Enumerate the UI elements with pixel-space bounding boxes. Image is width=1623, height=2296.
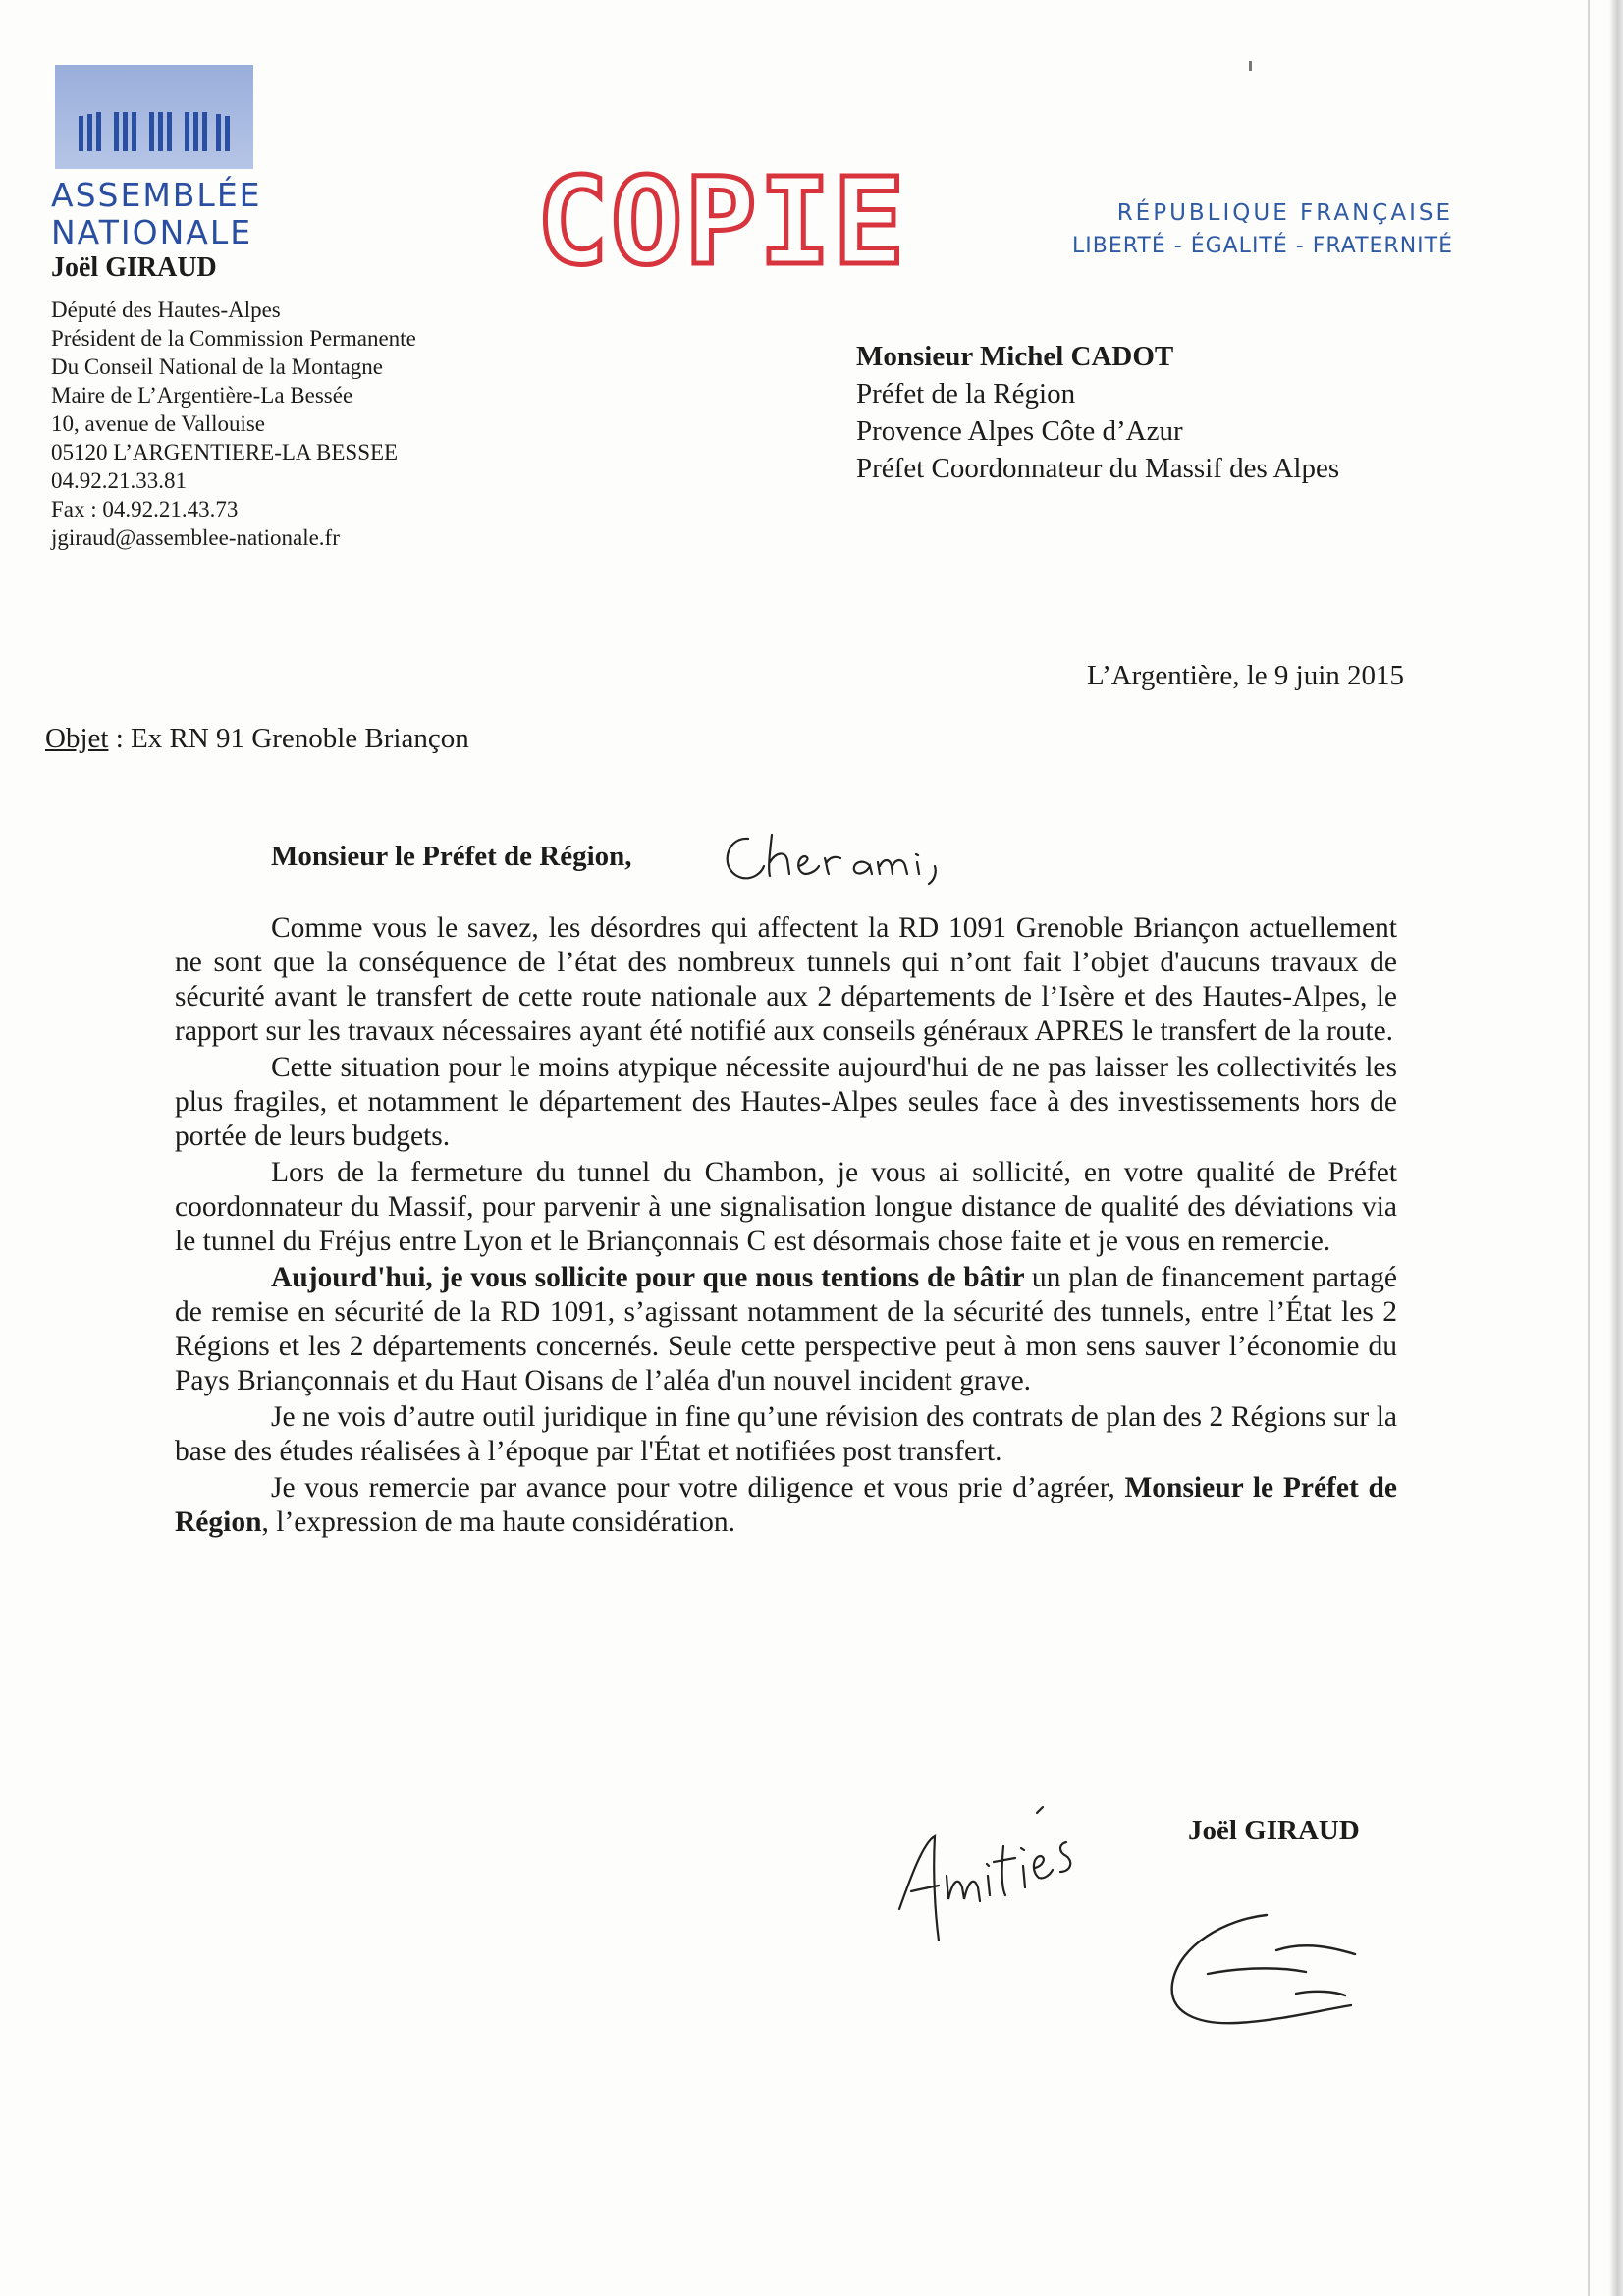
body-text-span: , l’expression de ma haute considération.: [261, 1506, 736, 1538]
recipient-block: [856, 338, 1485, 487]
republique-header: [1041, 196, 1453, 263]
sender-name: Joël GIRAUD: [51, 252, 217, 283]
republique-title: RÉPUBLIQUE FRANÇAISE: [1116, 200, 1453, 226]
copie-stamp: [536, 152, 907, 292]
body-paragraph-4: [175, 1261, 1397, 1398]
body-text-span: un plan de financement partagé de remise en sécurité de la RD 1091, s’agissant notamment de la sécurité des tunnels, entre l’État les 2 Régions et les 2 départements concernés. Seule cette perspective peut à mon sens sauver l’économie du Pays Briançonnais et du Haut Oisans de l’aléa d'un nouvel incident grave.: [175, 1262, 1397, 1396]
body-text-span: Je vous remercie par avance pour votre diligence et vous prie d’agréer,: [271, 1472, 1125, 1503]
body-paragraph: Lors de la fermeture du tunnel du Chambon, je vous ai sollicité, en votre qualité de Préfet coordonnateur du Massif, pour parvenir à une signalisation longue distance de qualité des déviations via le tunnel du Fréjus entre Lyon et le Briançonnais C est désormais chose faite et je vous en remercie.: [175, 1157, 1397, 1257]
recipient-line: Provence Alpes Côte d’Azur: [856, 415, 1183, 447]
assemblee-wordmark: [51, 177, 267, 251]
sender-block: [51, 253, 562, 552]
sender-line: Du Conseil National de la Montagne: [51, 355, 383, 379]
sender-line: Président de la Commission Permanente: [51, 326, 416, 351]
sender-line: 05120 L’ARGENTIERE-LA BESSEE: [51, 440, 399, 465]
recipient-name: Monsieur Michel CADOT: [856, 341, 1174, 372]
subject-label: Objet: [45, 723, 109, 754]
subject-line: [45, 723, 732, 755]
salutation: Monsieur le Préfet de Région,: [271, 841, 632, 872]
handwritten-closing: [890, 1793, 1125, 1960]
handwritten-salutation: [715, 829, 1029, 888]
date-line: L’Argentière, le 9 juin 2015: [1087, 660, 1404, 691]
scan-edge-line: [1588, 0, 1590, 2296]
body-paragraph-closing: [175, 1471, 1397, 1540]
sender-line: Maire de L’Argentière-La Bessée: [51, 383, 353, 408]
logo-line-1: ASSEMBLÉE: [51, 176, 262, 214]
sender-fax: Fax : 04.92.21.43.73: [51, 497, 239, 521]
sender-line: Député des Hautes-Alpes: [51, 298, 281, 322]
scan-speck: [1249, 61, 1252, 71]
body-paragraph: Comme vous le savez, les désordres qui affectent la RD 1091 Grenoble Briançon actuellement ne sont que la conséquence de l’état des nombreux tunnels qui n’ont fait l’objet d'aucuns travaux de sécurité avant le transfert de cette route nationale aux 2 départements de l’Isère et des Hautes-Alpes, le rapport sur les travaux nécessaires ayant été notifié aux conseils généraux APRES le transfert de la route.: [175, 912, 1397, 1047]
sender-phone: 04.92.21.33.81: [51, 468, 187, 493]
republique-motto: LIBERTÉ - ÉGALITÉ - FRATERNITÉ: [1072, 234, 1453, 258]
scan-edge-shadow: [1609, 0, 1623, 2296]
logo-line-2: NATIONALE: [51, 213, 253, 251]
recipient-line: Préfet de la Région: [856, 378, 1076, 410]
body-paragraph: Je ne vois d’autre outil juridique in fine qu’une révision des contrats de plan des 2 Régions sur la base des études réalisées à l’époque par l'État et notifiées post transfert.: [175, 1401, 1397, 1467]
recipient-line: Préfet Coordonnateur du Massif des Alpes: [856, 453, 1340, 484]
stamp-text: COPIE: [536, 152, 907, 292]
letter-body: [175, 911, 1397, 1542]
sender-line: 10, avenue de Vallouise: [51, 411, 266, 436]
subject-text: : Ex RN 91 Grenoble Briançon: [108, 723, 469, 754]
sender-email: jgiraud@assemblee-nationale.fr: [51, 525, 340, 550]
signatory-name: Joël GIRAUD: [1188, 1815, 1360, 1846]
body-paragraph: Cette situation pour le moins atypique nécessite aujourd'hui de ne pas laisser les collectivités les plus fragiles, et notamment le département des Hautes-Alpes seules face à des investissements hors de portée de leurs budgets.: [175, 1052, 1397, 1152]
body-emphasis: Monsieur le Préfet de Région: [175, 1472, 1397, 1538]
signature: [1149, 1895, 1384, 2062]
body-emphasis: Aujourd'hui, je vous sollicite pour que nous tentions de bâtir: [271, 1262, 1032, 1293]
assemblee-pillars-icon: [77, 110, 234, 153]
